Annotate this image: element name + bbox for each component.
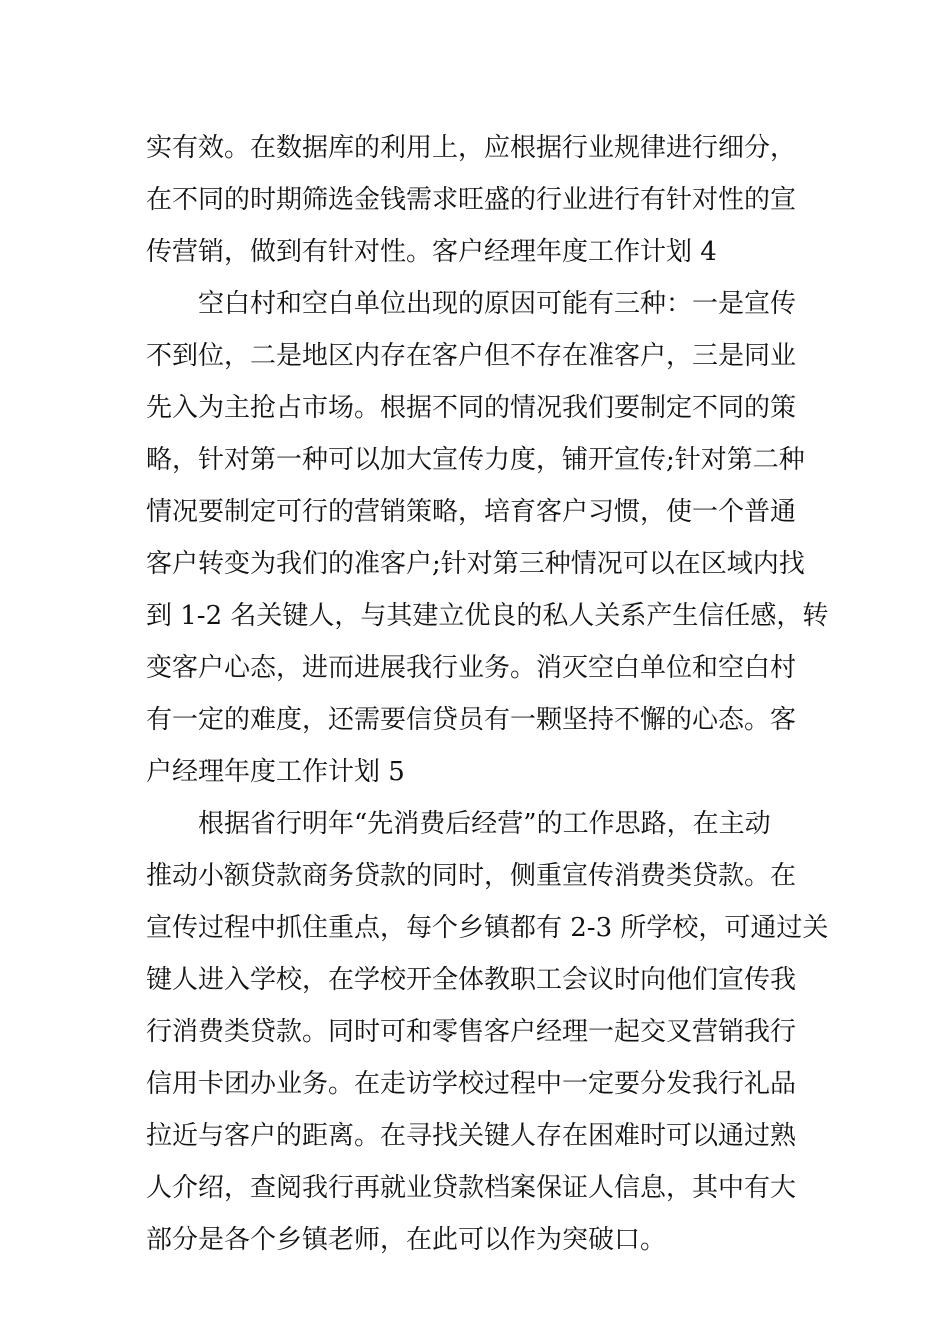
text-line: 人介绍，查阅我行再就业贷款档案保证人信息，其中有大 [146, 1173, 797, 1203]
text-line: 客户转变为我们的准客户;针对第三种情况可以在区域内找 [146, 549, 805, 579]
text-line: 有一定的难度，还需要信贷员有一颗坚持不懈的心态。客 [146, 705, 797, 735]
text-line: 实有效。在数据库的利用上，应根据行业规律进行细分， [146, 133, 797, 163]
paragraph-first-line: 空白村和空白单位出现的原因可能有三种：一是宣传 [198, 289, 797, 319]
text-line: 变客户心态，进而进展我行业务。消灭空白单位和空白村 [146, 653, 797, 683]
text-line: 键人进入学校，在学校开全体教职工会议时向他们宣传我 [146, 965, 797, 995]
text-line: 略，针对第一种可以加大宣传力度，铺开宣传;针对第二种 [146, 445, 805, 475]
text-line: 情况要制定可行的营销策略，培育客户习惯，使一个普通 [146, 497, 797, 527]
text-line: 宣传过程中抓住重点，每个乡镇都有 2-3 所学校，可通过关 [146, 913, 829, 943]
text-line: 推动小额贷款商务贷款的同时，侧重宣传消费类贷款。在 [146, 861, 797, 891]
paragraph-first-line: 根据省行明年“先消费后经营”的工作思路，在主动 [198, 809, 771, 839]
text-line: 拉近与客户的距离。在寻找关键人存在困难时可以通过熟 [146, 1121, 797, 1151]
text-line: 行消费类贷款。同时可和零售客户经理一起交叉营销我行 [146, 1017, 797, 1047]
text-line: 先入为主抢占市场。根据不同的情况我们要制定不同的策 [146, 393, 797, 423]
text-line: 部分是各个乡镇老师，在此可以作为突破口。 [146, 1225, 667, 1255]
text-line: 传营销，做到有针对性。客户经理年度工作计划 4 [146, 237, 717, 267]
text-line: 信用卡团办业务。在走访学校过程中一定要分发我行礼品 [146, 1069, 797, 1099]
text-line: 在不同的时期筛选金钱需求旺盛的行业进行有针对性的宣 [146, 185, 797, 215]
text-line: 不到位，二是地区内存在客户但不存在准客户，三是同业 [146, 341, 797, 371]
text-line: 户经理年度工作计划 5 [146, 757, 405, 787]
text-line: 到 1-2 名关键人，与其建立优良的私人关系产生信任感，转 [146, 601, 829, 631]
